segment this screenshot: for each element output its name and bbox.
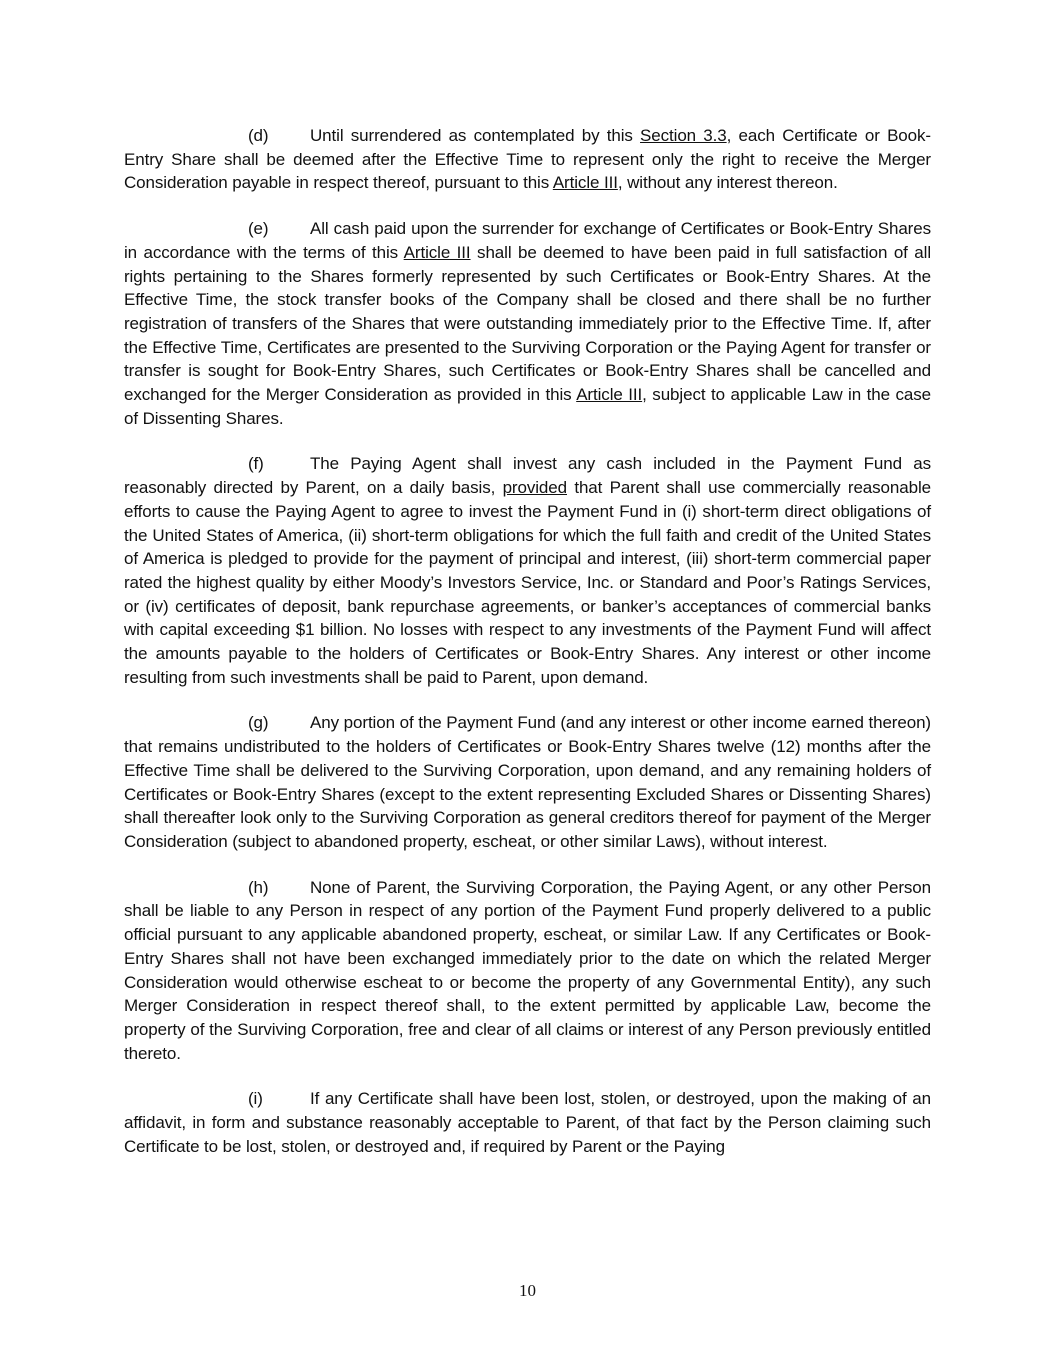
paragraph-e: [124, 217, 931, 430]
paragraph-text: shall be deemed to have been paid in full satisfaction of all rights pertaining to the Shares formerly represented by such Certificates or Book-Entry Shares. At the Effective Time, the stock transfer books of the Company shall be closed and there shall be no further registration of transfers of the Shares that were outstanding immediately prior to the Effective Time. If, after the Effective Time, Certificates are presented to the Surviving Corporation or the Paying Agent for transfer or transfer is sought for Book-Entry Shares, such Certificates or Book-Entry Shares shall be cancelled and exchanged for the Merger Consideration as provided in this: [124, 242, 932, 405]
paragraph-h: [124, 876, 931, 1066]
paragraph-label: (h): [248, 877, 269, 897]
paragraph-text: that Parent shall use commercially reasonable efforts to cause the Paying Agent to agree to invest the Payment Fund in (i) short-term direct obligations of the United States of America, (ii) short-term obligations for which the full faith and credit of the United States of America is pledged to provide for the payment of principal and interest, (iii) short-term commercial paper rated the highest quality by either Moody’s Investors Service, Inc. or Standard and Poor’s Ratings Services, or (iv) certificates of deposit, bank repurchase agreements, or banker’s acceptances of commercial banks with capital exceeding $1 billion. No losses with respect to any investments of the Payment Fund will affect the amounts payable to the holders of Certificates or Book-Entry Shares. Any interest or other income resulting from such investments shall be paid to Parent, upon demand.: [124, 478, 932, 687]
paragraph-text: Until surrendered as contemplated by this: [310, 126, 641, 145]
paragraph-text: , without any interest thereon.: [617, 173, 838, 193]
paragraph-f: [124, 452, 931, 689]
paragraph-label: (g): [248, 713, 269, 733]
paragraph-text: If any Certificate shall have been lost, stolen, or destroyed, upon the making of an affidavit, in form and substance reasonably acceptable to Parent, of that fact by the Person claiming such Certificate to be lost, stolen, or destroyed and, if required by Parent or the Paying: [124, 1089, 931, 1156]
underlined-reference: provided: [502, 478, 567, 498]
paragraph-text: The Paying Agent shall invest any cash included in the Payment Fund as reasonably directed by Parent, on a daily basis,: [124, 454, 931, 498]
paragraph-text: , each Certificate or Book-Entry Share shall be deemed after the Effective Time to represent only the right to receive the Merger Consideration payable in respect thereof, pursuant to this: [124, 126, 931, 193]
paragraph-text: Any portion of the Payment Fund (and any interest or other income earned thereon) that remains undistributed to the holders of Certificates or Book-Entry Shares twelve (12) months after the Effective Time shall be delivered to the Surviving Corporation, upon demand, and any remaining holders of Certificates or Book-Entry Shares (except to the extent representing Excluded Shares or Dissenting Shares) shall thereafter look only to the Surviving Corporation as general creditors thereof for payment of the Merger Consideration (subject to abandoned property, escheat, or other similar Laws), without interest.: [124, 713, 931, 851]
paragraph-i: [124, 1087, 931, 1158]
document-body: [124, 124, 931, 1180]
underlined-reference: Article III: [403, 242, 471, 262]
paragraph-label: (i): [248, 1089, 263, 1109]
paragraph-label: (f): [248, 454, 264, 474]
paragraph-text: , subject to applicable Law in the case of Dissenting Shares.: [124, 385, 932, 428]
underlined-reference: Section 3.3: [640, 126, 727, 145]
paragraph-label: (e): [248, 219, 269, 239]
paragraph-g: [124, 711, 931, 853]
underlined-reference: Article III: [576, 385, 643, 405]
paragraph-d: [124, 124, 931, 195]
paragraph-label: (d): [248, 126, 269, 145]
paragraph-text: All cash paid upon the surrender for exchange of Certificates or Book-Entry Shares in accordance with the terms of this: [124, 219, 931, 262]
page-number: 10: [519, 1281, 536, 1300]
underlined-reference: Article III: [552, 173, 618, 193]
paragraph-text: None of Parent, the Surviving Corporation, the Paying Agent, or any other Person shall be liable to any Person in respect of any portion of the Payment Fund properly delivered to a public official pursuant to any applicable abandoned property, escheat, or similar Law. If any Certificates or Book-Entry Shares shall not have been exchanged immediately prior to the date on which the related Merger Consideration would otherwise escheat to or become the property of any Governmental Entity), any such Merger Consideration in respect thereof shall, to the extent permitted by applicable Law, become the property of the Surviving Corporation, free and clear of all claims or interest of any Person previously entitled thereto.: [124, 877, 931, 1063]
